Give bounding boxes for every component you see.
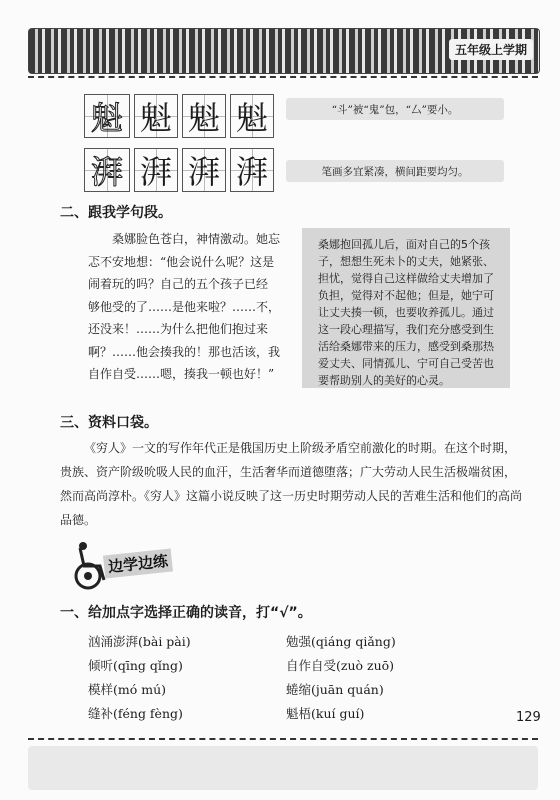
section-title: 二、跟我学句段。 [60,205,172,221]
char-row-2 [84,148,278,192]
divider [28,738,538,740]
char-cell: 魁 [230,94,274,138]
resource-paragraph: 《穷人》一文的写作年代正是俄国历史上阶级矛盾空前激化的时期。在这个时期，贵族、资产阶级吮吸人民的血汗，生活奢华而道德堕落；广大劳动人民生活极端贫困，然而高尚淳朴。《穷人》这篇小说反映了这一历史时期劳动人民的苦难生活和他们的高尚品德。 [60,441,523,527]
char-cell: 湃 [134,148,178,192]
passage-line: 够他受的了……是他来啦？……不， [88,299,281,314]
char-cell: 魁 [84,94,130,138]
pinyin-item: 自作自受(zuò zuō) [286,658,395,673]
pinyin-item: 模样(mó mú) [88,682,167,697]
char-cell: 魁 [182,94,226,138]
passage-line: 还没来！……为什么把他们抱过来 [88,322,269,336]
passage-line: 闹着玩的吗？自己的五个孩子已经 [88,277,269,291]
char-cell: 湃 [84,148,130,192]
passage-line: 自作自受……嗯，揍我一顿也好！” [88,367,275,381]
char-cell: 魁 [134,94,178,138]
char-cell: 湃 [230,148,274,192]
writing-tip: “斗”被“鬼”包，“厶”要小。 [286,98,504,120]
passage [88,228,288,386]
char-cell: 湃 [182,148,226,192]
page-number: 129 [516,710,541,725]
passage-line: 忑不安地想：“他会说什么呢？这是 [88,254,275,269]
divider [28,76,538,78]
pinyin-item: 倾听(qīng qǐng) [88,658,183,673]
badge-label: 边学边练 [103,549,173,579]
pinyin-item: 勉强(qiáng qiǎng) [286,634,396,649]
char-row-1 [84,94,278,138]
pinyin-item: 缝补(féng fèng) [88,706,183,721]
passage-line: 啊？……他会揍我的！那也活该，我 [88,344,281,359]
exercise-title: 一、给加点字选择正确的读音，打“√”。 [60,605,312,621]
grade-label: 五年级上学期 [449,39,533,60]
header-band [28,28,540,74]
footer-band [28,746,538,790]
pinyin-item: 蜷缩(juān quán) [286,682,384,697]
pinyin-item: 汹涌澎湃(bài pài) [88,634,191,649]
pinyin-item: 魁梧(kuí guí) [286,706,365,721]
writing-tip: 笔画多宜紧凑，横间距要均匀。 [286,160,504,182]
analysis-note: 桑娜抱回孤儿后，面对自己的5个孩子，想想生死未卜的丈夫，她紧张、担忧，觉得自己这样做给丈夫增加了负担，觉得对不起他；但是，她宁可让丈夫揍一顿，也要收养孤儿。通过这一段心理描写，我们充分感受到生活给桑娜带来的压力，感受到桑那热爱丈夫、同情孤儿、宁可自己受苦也要帮助别人的美好的心灵。 [302,228,510,388]
section-title: 三、资料口袋。 [60,415,158,431]
practice-badge [70,540,208,590]
passage-line: 桑娜脸色苍白，神情激动。她忘 [112,232,281,246]
